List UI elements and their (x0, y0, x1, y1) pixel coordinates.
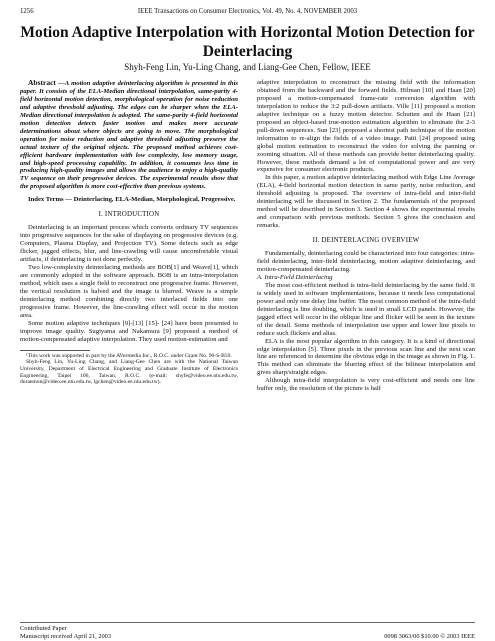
manuscript-received: Manuscript received April 21, 2003 (20, 632, 112, 640)
right-column (257, 79, 475, 393)
paper-title: Motion Adaptive Interpolation with Horizontal Motion Detection for Deinterlacing (20, 24, 475, 60)
footnote-funding: ¹This work was supported in part by the AVermedia Inc., R.O.C. under Grant No. 90-S-B59. (26, 352, 232, 359)
overview-paragraph-1: Fundamentally, deinterlacing could be characterized into four categories: intra-field deinterlacing, inter-field deinterlacing, motion adaptive deinterlacing, and motion-compensated deinterlacing. (257, 250, 475, 273)
abstract (20, 79, 238, 191)
page-number: 1256 (20, 8, 34, 15)
page-footer (20, 622, 475, 640)
footnote-rule (20, 350, 90, 351)
intro-paragraph-2: Two low-complexity deinterlacing methods are BOB[1] and Weave[1], which are commonly adopted in the software approach. BOB is an intra-interpolation method, which uses a single field to reconstruct one progressive frame. However, the vertical resolution is halved and the image is blurred. Weave is a simple deinterlacing method combining directly two interlaced fields into one progressive frame. However, the line-crawling effect will occur in the motion area. (20, 264, 238, 319)
left-column (20, 79, 238, 386)
footnote-affiliation: Shyh-Feng Lin, Yu-Ling Chang, and Liang-Gee Chen are with the National Taiwan University, Department of Electrical Engineering and Graduate Institute of Electronics Engineering, Taipei 106, Taiwan, R.O.C. (e-mail: shyfe@video.ee.ntu.edu.tw, doraemon@video.ee.ntu.edu.tw, lgchen@video.ee.ntu.edu.tw). (20, 359, 238, 386)
journal-name: IEEE Transactions on Consumer Electronics, Vol. 49, No. 4, NOVEMBER 2003 (137, 8, 358, 15)
intro-paragraph-4: adaptive interpolation to reconstruct the missing field with the information obtained from the backward and the forward fields. Hilman [10] and Haan [20] proposed a motion-compensated frame-rate conversion algorithm with interpolation to reduce the 3:2 pull-down artifacts. Ville [11] proposed a motion adaptive technique on a fuzzy motion detector. Schutten and de Haan [21] proposed an object-based true-motion estimation algorithm to eliminate the 2-3 pull-down sequences. Sun [23] proposed a shortest path technique of the motion information to re-align the fields of a video image. Patti [24] proposed using global motion estimation to reconstruct the video for solving the panning or zooming situation. All of these methods can provide better deinterlacing quality. However, these methods demand a lot of computational power and are very expensive for consumer electronic products. (257, 79, 475, 174)
intro-paragraph-3: Some motion adaptive techniques [9]-[13] [15]- [24] have been presented to improve image quality. Sugiyama and Nakamura [9] proposed a method of motion-compensated adaptive interpolation. They used motion-estimation and (20, 319, 238, 343)
abstract-label: Abstract (28, 78, 56, 87)
intro-paragraph-1: Deinterlacing is an important process which converts ordinary TV sequences into progressive sequences for the sake of displaying on progressive devices (e.g. Computers, Plasma Display, and Projection TV). Some defects such as edge flicker, jagged effects, blur, and line-crawling will cause uncomfortable visual artifacts, if deinterlacing is not done perfectly. (20, 224, 238, 264)
author-line: Shyh-Feng Lin, Yu-Ling Chang, and Liang-Gee Chen, Fellow, IEEE (124, 62, 371, 72)
intra-field-paragraph-3: Although intra-field interpolation is very cost-efficient and needs one line buffer only, the resolution of the picture is half (257, 377, 475, 393)
section-heading-introduction: I. INTRODUCTION (98, 211, 160, 219)
issn-copyright: 0098 3063/00 $10.00 © 2003 IEEE (384, 633, 475, 640)
intro-paragraph-5: In this paper, a motion adaptive deinterlacing method with Edge Line Average (ELA), 4-field horizontal motion detection in same parity, noise reduction, and threshold adjusting is proposed. The overview of intra-field and inter-field deinterlacing will be discussed in Section 2. The fundamentals of the proposed method will be described in Section 3. Section 4 shows the experimental results and comparison with previous methods. Section 5 gives the conclusion and remarks. (257, 174, 475, 230)
section-heading-overview: II. DEINTERLACING OVERVIEW (312, 237, 420, 245)
intra-field-paragraph-1: The most cost-efficient method is intra-field deinterlacing by the same field. It is widely used in software implementations, because it needs less computational power and only one delay line buffer. The most common method of the intra-field deinterlacing is line doubling, which is used in small LCD panels. However, the jagged effect will occur in the oblique line and flicker will be seen in the texture of the detail. Some methods of interpolation use upper and lower line pixels to reduce such flickers and alias. (257, 281, 475, 337)
intra-field-paragraph-2: ELA is the most popular algorithm in this category. It is a kind of directional edge interpolation [5]. Three pixels in the previous scan line and the next scan line are referenced to determine the obvious edge in the image as shown in Fig. 1. This method can eliminate the blurring effect of the bilinear interpolation and gives sharp/straight edges. (257, 337, 475, 377)
contributed-paper-label: Contributed Paper (20, 625, 67, 632)
running-header (0, 8, 495, 20)
subsection-heading-intra-field: A. Intra-Field Deinterlacing (257, 273, 333, 281)
index-terms: Index Terms — Deinterlacing, ELA-Median, Morphological, Progressive. (28, 196, 236, 204)
footnote (20, 350, 238, 387)
abstract-text: —A motion adaptive deinterlacing algorithm is presented in this paper. It consists of the ELA-Median directional interpolation, same-parity 4-field horizontal motion detection, morphological operation for noise reduction and adaptive threshold adjusting. The edges can be sharper when the ELA-Median directional interpolation is adopted. The same-parity 4-field horizontal motion detection detects faster motion and makes more accurate determinations about where objects are going to move. The morphological operation for noise reduction and adaptive threshold adjusting preserve the actual texture of the original objects. The proposed method achieves cost-efficient hardware implementation with low complexity, low memory usage, and high-speed processing capability. In addition, it consumes less time in producing high-quality images and allows the audience to enjoy a high-quality TV sequence on their progressive devices. The experimental results show that the proposed algorithm is more cost-effective than previous systems. (20, 80, 238, 191)
